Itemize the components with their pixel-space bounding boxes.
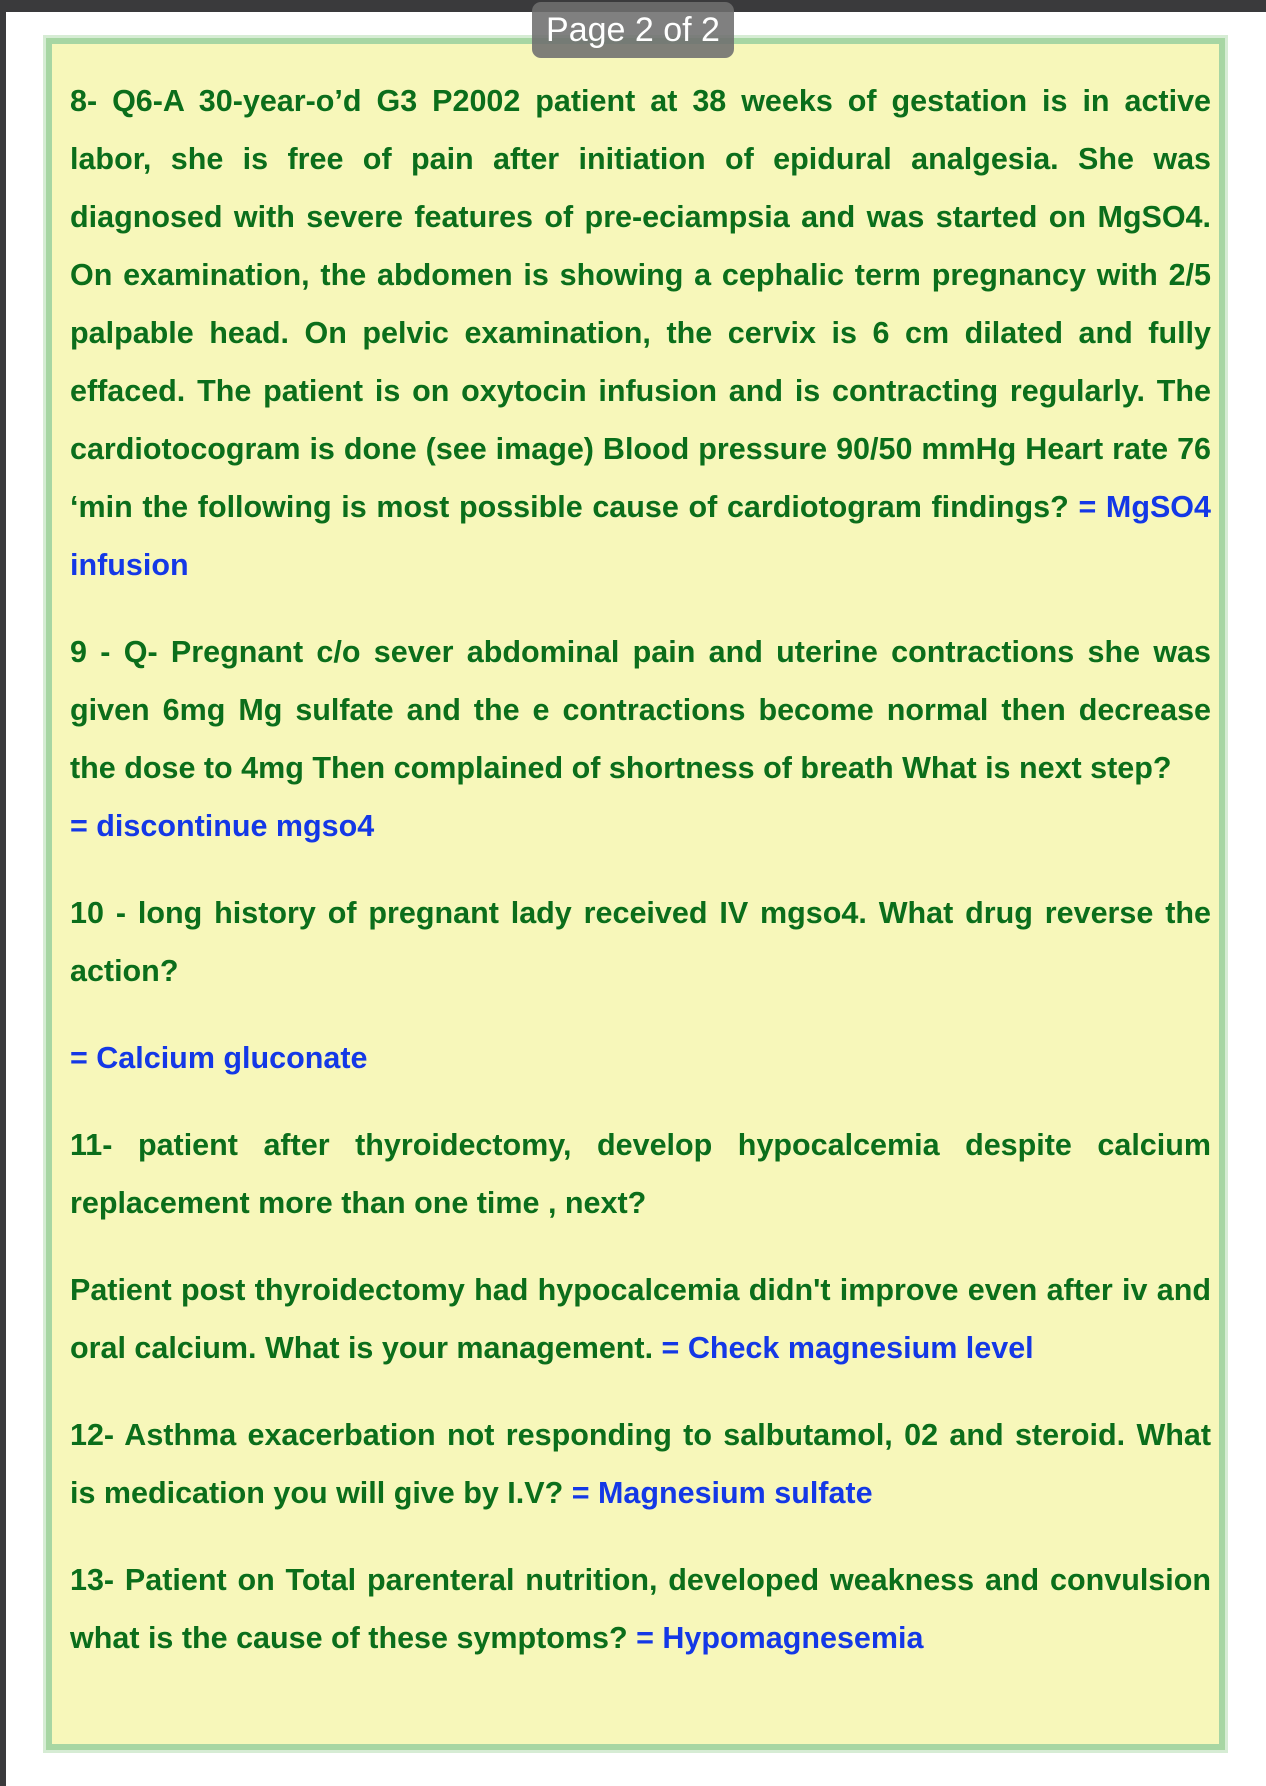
question-12-answer: = Magnesium sulfate (571, 1476, 873, 1510)
question-13 (70, 1551, 1211, 1667)
question-10-text: 10 - long history of pregnant lady received IV mgso4. What drug reverse the action? (70, 896, 1211, 988)
question-11-followup (70, 1261, 1211, 1377)
question-9-answer: = discontinue mgso4 (70, 809, 375, 843)
question-8 (70, 72, 1211, 594)
question-12-text: 12- Asthma exacerbation not responding to salbutamol, 02 and steroid. What is medication you will give by I.V? (70, 1418, 1211, 1510)
question-11-answer: = Check magnesium level (661, 1331, 1034, 1365)
page-indicator: Page 2 of 2 (532, 2, 734, 58)
question-9-text: 9 - Q- Pregnant c/o sever abdominal pain and uterine contractions she was given 6mg Mg sulfate and the e contractions become normal then decrease the dose to 4mg Then complained of shortness of breath What is next step? (70, 635, 1211, 785)
question-11 (70, 1116, 1211, 1232)
viewer-left-edge (0, 12, 6, 1786)
question-8-answer: = MgSO4 infusion (70, 490, 1211, 582)
question-12 (70, 1406, 1211, 1522)
question-10-answer-line (70, 1029, 1211, 1087)
question-8-text: 8- Q6-A 30-year-o’d G3 P2002 patient at 38 weeks of gestation is in active labor, she is free of pain after initiation of epidural analgesia. She was diagnosed with severe features of pre-eciampsia and was started on MgSO4. On examination, the abdomen is showing a cephalic term pregnancy with 2/5 palpable head. On pelvic examination, the cervix is 6 cm dilated and fully effaced. The patient is on oxytocin infusion and is contracting regularly. The cardiotocogram is done (see image) Blood pressure 90/50 mmHg Heart rate 76 ‘min the following is most possible cause of cardiotogram findings? (70, 84, 1211, 524)
question-10-answer: = Calcium gluconate (70, 1041, 368, 1075)
question-10 (70, 884, 1211, 1000)
question-11-text: 11- patient after thyroidectomy, develop hypocalcemia despite calcium replacement more than one time , next? (70, 1128, 1211, 1220)
question-list (70, 72, 1211, 1696)
question-card (46, 38, 1225, 1750)
question-11-followup-text: Patient post thyroidectomy had hypocalcemia didn't improve even after iv and oral calcium. What is your management. (70, 1273, 1211, 1365)
question-13-answer: = Hypomagnesemia (636, 1621, 924, 1655)
question-9 (70, 623, 1211, 855)
question-13-text: 13- Patient on Total parenteral nutrition, developed weakness and convulsion what is the cause of these symptoms? (70, 1563, 1211, 1655)
